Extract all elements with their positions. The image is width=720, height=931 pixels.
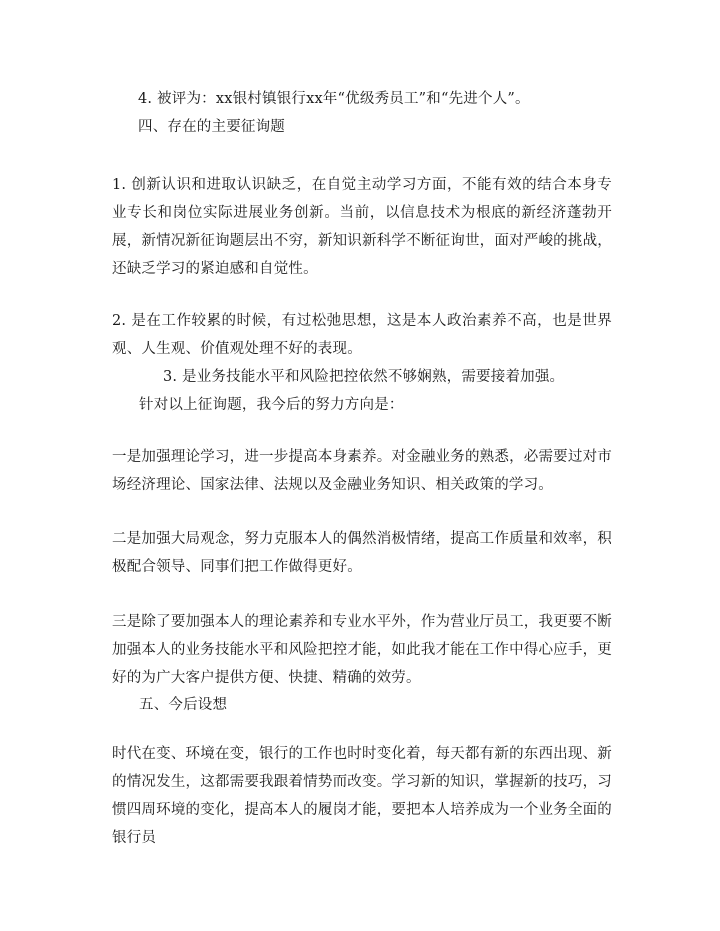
section-heading-5: 五、今后设想 <box>139 697 228 713</box>
future-paragraph: 时代在变、环境在变，银行的工作也时时变化着，每天都有新的东西出现、新的情况发生，这都需要我跟着情势而改变。学习新的知识，掌握新的技巧，习惯四周环境的变化，提高本人的履岗才能，要把本人培养成为一个业务全面的银行员 <box>112 746 612 846</box>
problem-paragraph-2: 2. 是在工作较累的时候，有过松弛思想，这是本人政治素养不高，也是世界观、人生观、价值观处理不好的表现。 <box>112 313 612 357</box>
item-4-text: 4. 被评为：xx银村镇银行xx年“优级秀员工”和“先进个人”。 <box>138 91 530 107</box>
direction-intro: 针对以上征询题，我今后的努力方向是： <box>139 397 404 413</box>
section-heading-4: 四、存在的主要征询题 <box>138 119 285 135</box>
direction-paragraph-1: 一是加强理论学习，进一步提高本身素养。对金融业务的熟悉，必需要过对市场经济理论、国家法律、法规以及金融业务知识、相关政策的学习。 <box>112 449 612 493</box>
direction-paragraph-3: 三是除了要加强本人的理论素养和专业水平外，作为营业厅员工，我更要不断加强本人的业务技能水平和风险把控才能，如此我才能在工作中得心应手，更好的为广大客户提供方便、快捷、精确的效劳。 <box>112 614 612 686</box>
problem-paragraph-1: 1. 创新认识和进取认识缺乏，在自觉主动学习方面，不能有效的结合本身专业专长和岗位实际进展业务创新。当前，以信息技术为根底的新经济蓬勃开展，新情况新征询题层出不穷，新知识新科学不断征询世，面对严峻的挑战，还缺乏学习的紧迫感和自觉性。 <box>112 177 612 277</box>
direction-paragraph-2: 二是加强大局观念，努力克服本人的偶然消极情绪，提高工作质量和效率，积极配合领导、同事们把工作做得更好。 <box>112 531 612 575</box>
problem-paragraph-3: 3. 是业务技能水平和风险把控依然不够娴熟，需要接着加强。 <box>163 369 565 385</box>
